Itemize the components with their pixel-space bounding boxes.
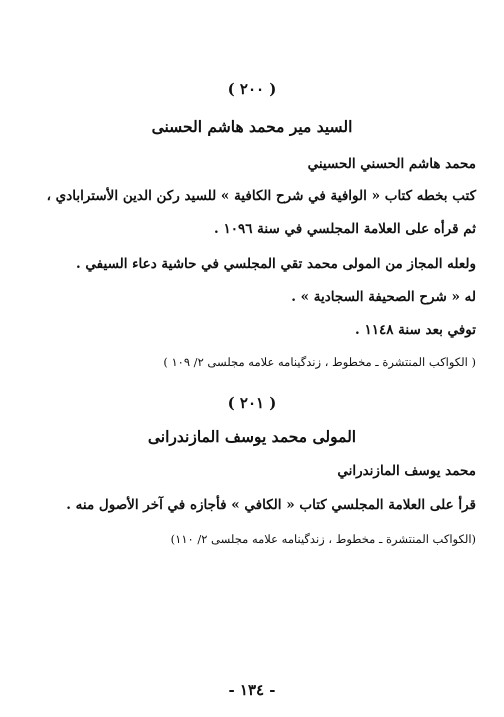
entry-title: المولى محمد يوسف المازندرانى xyxy=(147,427,357,446)
source-citation: (الكواكب المنتشرة ـ مخطوط ، زندگينامه علامه مجلسى ٢/ ١١٠) xyxy=(170,532,476,546)
entry-line: كتب بخطه كتاب « الوافية في شرح الكافية » للسيد ركن الدين الأسترابادي ، xyxy=(46,188,476,204)
entry-line: توفي بعد سنة ١١٤٨ . xyxy=(355,322,476,338)
entry-line: محمد هاشم الحسني الحسيني xyxy=(307,156,476,172)
source-citation: ( الكواكب المنتشرة ـ مخطوط ، زندگينامه علامه مجلسى ٢/ ١٠٩ ) xyxy=(163,355,476,369)
entry-number: ( ٢٠٠ ) xyxy=(227,80,277,98)
entry-line: له « شرح الصحيفة السجادية » . xyxy=(291,289,476,305)
entry-line: ثم قرأه على العلامة المجلسي في سنة ١٠٩٦ . xyxy=(214,221,476,237)
entry-line: محمد يوسف المازندراني xyxy=(337,463,476,479)
entry-title: السيد مير محمد هاشم الحسنى xyxy=(151,117,353,136)
entry-line: قرأ على العلامة المجلسي كتاب « الكافي » فأجازه في آخر الأصول منه . xyxy=(66,497,476,513)
page-number: - ١٣٤ - xyxy=(228,681,276,699)
entry-line: ولعله المجاز من المولى محمد تقي المجلسي في حاشية دعاء السيفي . xyxy=(76,256,476,272)
entry-number: ( ٢٠١ ) xyxy=(227,394,277,412)
